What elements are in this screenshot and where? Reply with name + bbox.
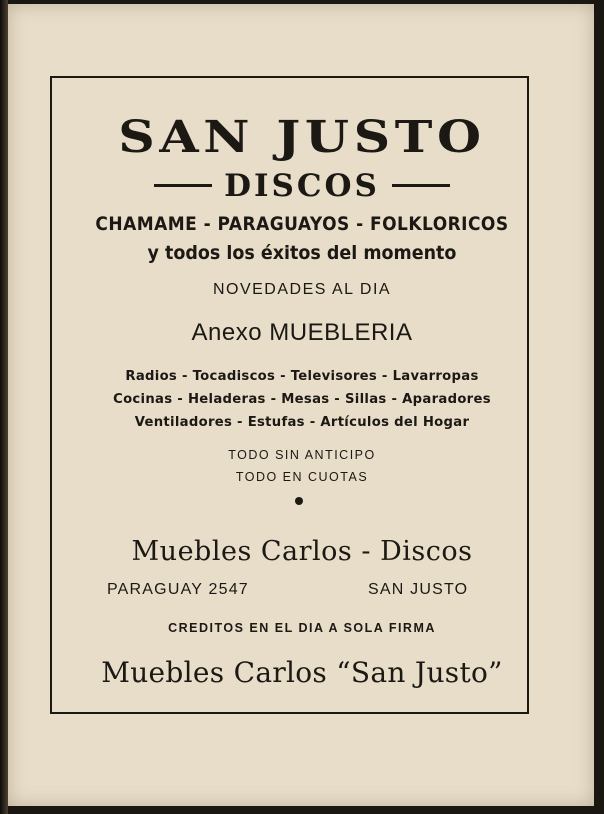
left-rule bbox=[154, 184, 212, 187]
genres-line: CHAMAME - PARAGUAYOS - FOLKLORICOS bbox=[95, 214, 509, 235]
ad-title: SAN JUSTO bbox=[118, 112, 486, 163]
bullet-dot bbox=[295, 497, 303, 505]
news-line: NOVEDADES AL DIA bbox=[212, 281, 392, 298]
items-line-1: Radios - Tocadiscos - Televisores - Lavarropas bbox=[125, 369, 479, 384]
store-name: Muebles Carlos - Discos bbox=[131, 536, 473, 567]
tagline: y todos los éxitos del momento bbox=[147, 242, 457, 264]
items-line-3: Ventiladores - Estufas - Artículos del Hogar bbox=[134, 415, 470, 430]
store-address: PARAGUAY 2547 bbox=[107, 581, 249, 598]
terms-line-1: TODO SIN ANTICIPO bbox=[228, 448, 376, 462]
credit-line: CREDITOS EN EL DIA A SOLA FIRMA bbox=[168, 621, 436, 635]
items-line-2: Cocinas - Heladeras - Mesas - Sillas - Aparadores bbox=[113, 392, 491, 407]
annex-heading: Anexo MUEBLERIA bbox=[191, 319, 413, 346]
closing-line: Muebles Carlos “San Justo” bbox=[101, 656, 503, 689]
ad-subtitle: DISCOS bbox=[224, 168, 380, 204]
terms-line-2: TODO EN CUOTAS bbox=[235, 470, 369, 484]
store-city: SAN JUSTO bbox=[368, 581, 469, 598]
ad-subtitle-row bbox=[0, 168, 604, 204]
right-rule bbox=[392, 184, 450, 187]
